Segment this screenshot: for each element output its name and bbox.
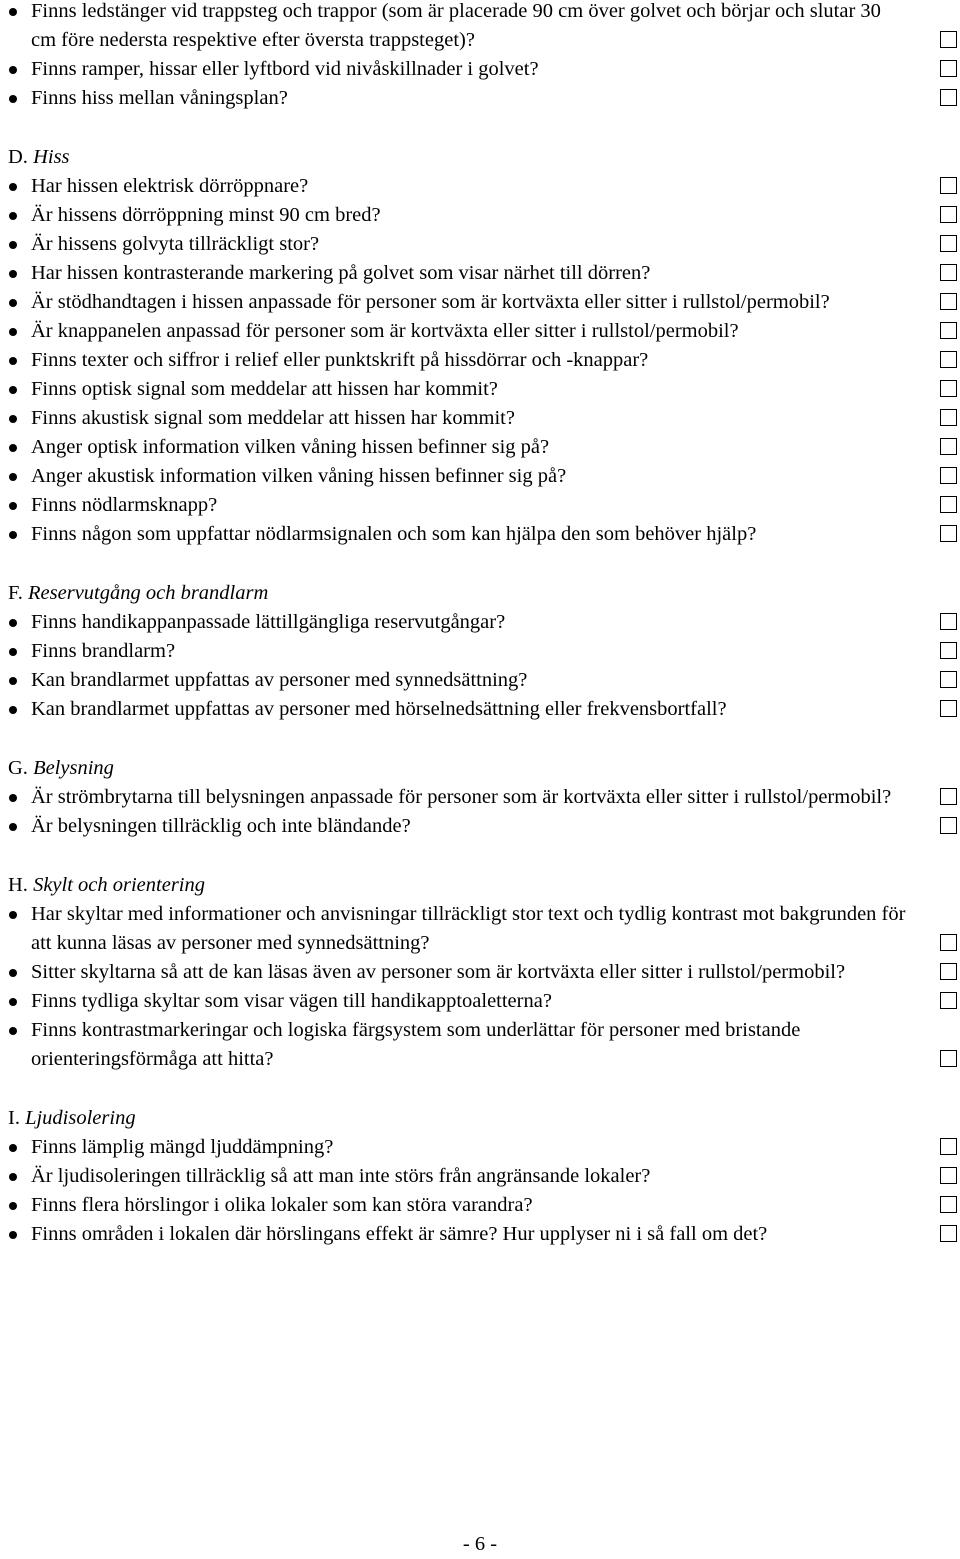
section-title: Belysning: [33, 757, 114, 779]
bullet-icon: [9, 415, 17, 423]
page-number: - 6 -: [462, 1533, 498, 1555]
section-heading: [0, 1103, 960, 1133]
checklist-item: [0, 666, 960, 695]
checkbox[interactable]: [940, 1167, 957, 1184]
item-text: Finns ramper, hissar eller lyftbord vid nivåskillnader i golvet?: [31, 58, 539, 80]
checklist-item: [0, 433, 960, 462]
section-title: Skylt och orientering: [33, 874, 205, 896]
bullet-icon: [9, 357, 17, 365]
item-text: Anger akustisk information vilken våning hissen befinner sig på?: [31, 465, 567, 487]
item-text: Har hissen elektrisk dörröppnare?: [31, 175, 309, 197]
section-gap: [0, 1074, 960, 1103]
section-letter: I.: [8, 1107, 20, 1129]
checklist-item: [0, 783, 960, 812]
bullet-icon: [9, 823, 17, 831]
checklist-item: [0, 1162, 960, 1191]
section-letter: D.: [8, 146, 28, 168]
item-text: Finns handikappanpassade lättillgängliga reservutgångar?: [31, 611, 506, 633]
item-text: Finns brandlarm?: [31, 640, 176, 662]
checklist-item: [0, 1191, 960, 1220]
bullet-icon: [9, 473, 17, 481]
section-letter: H.: [8, 874, 28, 896]
bullet-icon: [9, 328, 17, 336]
checkbox[interactable]: [940, 613, 957, 630]
checkbox[interactable]: [940, 264, 957, 281]
checklist-item: [0, 230, 960, 259]
checkbox[interactable]: [940, 380, 957, 397]
item-text: Är stödhandtagen i hissen anpassade för personer som är kortväxta eller sitter i rullstol/permobil?: [31, 291, 830, 313]
bullet-icon: [9, 270, 17, 278]
checkbox[interactable]: [940, 322, 957, 339]
item-text: Finns områden i lokalen där hörslingans effekt är sämre? Hur upplyser ni i så fall om det?: [31, 1223, 768, 1245]
bullet-icon: [9, 386, 17, 394]
checkbox[interactable]: [940, 467, 957, 484]
checkbox[interactable]: [940, 60, 957, 77]
checkbox[interactable]: [940, 642, 957, 659]
bullet-icon: [9, 444, 17, 452]
checklist-item: [0, 288, 960, 317]
checkbox[interactable]: [940, 817, 957, 834]
checklist-item: [0, 520, 960, 549]
bullet-icon: [9, 183, 17, 191]
checkbox[interactable]: [940, 409, 957, 426]
checklist-item: [0, 172, 960, 201]
checkbox[interactable]: [940, 700, 957, 717]
item-text: Är hissens dörröppning minst 90 cm bred?: [31, 204, 381, 226]
checkbox[interactable]: [940, 293, 957, 310]
bullet-icon: [9, 619, 17, 627]
bullet-icon: [9, 648, 17, 656]
checkbox[interactable]: [940, 31, 957, 48]
checklist-item: [0, 317, 960, 346]
bullet-icon: [9, 502, 17, 510]
bullet-icon: [9, 1231, 17, 1239]
item-text: Finns nödlarmsknapp?: [31, 494, 218, 516]
item-text: Är hissens golvyta tillräckligt stor?: [31, 233, 320, 255]
checkbox[interactable]: [940, 934, 957, 951]
section-gap: [0, 113, 960, 142]
item-text: Finns hiss mellan våningsplan?: [31, 87, 288, 109]
bullet-icon: [9, 241, 17, 249]
section-heading: [0, 142, 960, 172]
checklist-item: [0, 900, 960, 958]
checklist-item: [0, 259, 960, 288]
bullet-icon: [9, 531, 17, 539]
bullet-icon: [9, 95, 17, 103]
item-text: Är strömbrytarna till belysningen anpassade för personer som är kortväxta eller sitter i rullstol/permobil?: [31, 786, 892, 808]
checklist-item: [0, 695, 960, 724]
checklist-item: [0, 375, 960, 404]
bullet-icon: [9, 911, 17, 919]
checklist-item: [0, 55, 960, 84]
checklist-item: [0, 201, 960, 230]
checkbox[interactable]: [940, 963, 957, 980]
checkbox[interactable]: [940, 89, 957, 106]
checkbox[interactable]: [940, 992, 957, 1009]
checklist-item: [0, 84, 960, 113]
bullet-icon: [9, 212, 17, 220]
item-text: Finns kontrastmarkeringar och logiska färgsystem som underlättar för personer med bristande orienteringsförmåga att hitta?: [31, 1019, 801, 1070]
bullet-icon: [9, 8, 17, 16]
item-text: Finns optisk signal som meddelar att hissen har kommit?: [31, 378, 498, 400]
checkbox[interactable]: [940, 235, 957, 252]
bullet-icon: [9, 66, 17, 74]
checkbox[interactable]: [940, 438, 957, 455]
section-letter: G.: [8, 757, 28, 779]
section-gap: [0, 841, 960, 870]
section-title: Ljudisolering: [25, 1107, 136, 1129]
item-text: Finns texter och siffror i relief eller punktskrift på hissdörrar och -knappar?: [31, 349, 649, 371]
bullet-icon: [9, 299, 17, 307]
checkbox[interactable]: [940, 1225, 957, 1242]
checklist-item: [0, 637, 960, 666]
item-text: Sitter skyltarna så att de kan läsas även av personer som är kortväxta eller sitter i rullstol/permobil?: [31, 961, 846, 983]
bullet-icon: [9, 1027, 17, 1035]
section-gap: [0, 549, 960, 578]
checkbox[interactable]: [940, 1138, 957, 1155]
checklist-item: [0, 491, 960, 520]
checklist-item: [0, 1016, 960, 1074]
bullet-icon: [9, 1173, 17, 1181]
checkbox[interactable]: [940, 525, 957, 542]
bullet-icon: [9, 1144, 17, 1152]
item-text: Kan brandlarmet uppfattas av personer med synnedsättning?: [31, 669, 528, 691]
item-text: Är ljudisoleringen tillräcklig så att man inte störs från angränsande lokaler?: [31, 1165, 651, 1187]
checkbox[interactable]: [940, 177, 957, 194]
checklist-item: [0, 0, 960, 55]
item-text: Är belysningen tillräcklig och inte bländande?: [31, 815, 411, 837]
item-text: Anger optisk information vilken våning hissen befinner sig på?: [31, 436, 550, 458]
checklist-item: [0, 1133, 960, 1162]
section-heading: [0, 578, 960, 608]
checkbox[interactable]: [940, 1050, 957, 1067]
checkbox[interactable]: [940, 351, 957, 368]
item-text: Kan brandlarmet uppfattas av personer med hörselnedsättning eller frekvensbortfall?: [31, 698, 727, 720]
section-title: Hiss: [33, 146, 70, 168]
bullet-icon: [9, 969, 17, 977]
checklist-item: [0, 608, 960, 637]
checklist-item: [0, 1220, 960, 1249]
item-text: Finns ledstänger vid trappsteg och trappor (som är placerade 90 cm över golvet och börjar och slutar 30 cm före nedersta respektive efter översta trappsteget)?: [31, 0, 881, 51]
section-title: Reservutgång och brandlarm: [28, 582, 269, 604]
checklist-item: [0, 958, 960, 987]
checkbox[interactable]: [940, 496, 957, 513]
checkbox[interactable]: [940, 788, 957, 805]
section-heading: [0, 753, 960, 783]
section-gap: [0, 724, 960, 753]
item-text: Finns någon som uppfattar nödlarmsignalen och som kan hjälpa den som behöver hjälp?: [31, 523, 757, 545]
item-text: Finns flera hörslingor i olika lokaler som kan störa varandra?: [31, 1194, 533, 1216]
checklist-item: [0, 462, 960, 491]
bullet-icon: [9, 677, 17, 685]
checklist-item: [0, 346, 960, 375]
checkbox[interactable]: [940, 671, 957, 688]
bullet-icon: [9, 794, 17, 802]
item-text: Har skyltar med informationer och anvisningar tillräckligt stor text och tydlig kontrast mot bakgrunden för att kunna läsas av personer med synnedsättning?: [31, 903, 906, 954]
item-text: Är knappanelen anpassad för personer som är kortväxta eller sitter i rullstol/permobil?: [31, 320, 739, 342]
item-text: Finns lämplig mängd ljuddämpning?: [31, 1136, 334, 1158]
checkbox[interactable]: [940, 1196, 957, 1213]
checklist-item: [0, 404, 960, 433]
bullet-icon: [9, 998, 17, 1006]
checklist-item: [0, 812, 960, 841]
item-text: Finns tydliga skyltar som visar vägen till handikapptoaletterna?: [31, 990, 552, 1012]
checkbox[interactable]: [940, 206, 957, 223]
section-heading: [0, 870, 960, 900]
checklist-item: [0, 987, 960, 1016]
bullet-icon: [9, 706, 17, 714]
item-text: Har hissen kontrasterande markering på golvet som visar närhet till dörren?: [31, 262, 651, 284]
bullet-icon: [9, 1202, 17, 1210]
section-letter: F.: [8, 582, 23, 604]
item-text: Finns akustisk signal som meddelar att hissen har kommit?: [31, 407, 515, 429]
